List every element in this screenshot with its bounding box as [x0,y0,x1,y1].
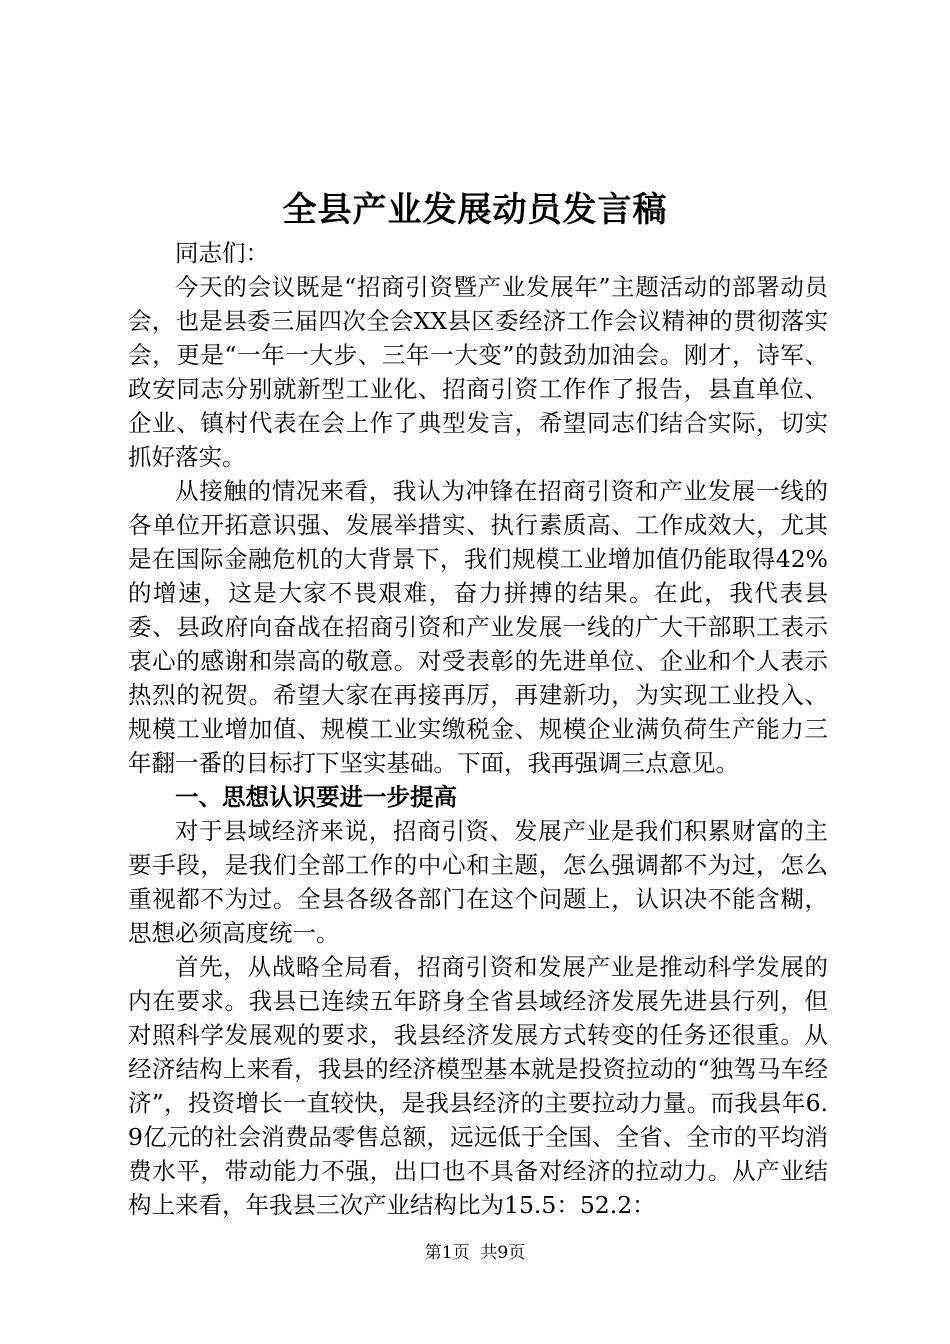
paragraph-situation: 从接触的情况来看，我认为冲锋在招商引资和产业发展一线的各单位开拓意识强、发展举措实、执行素质高、工作成效大，尤其是在国际金融危机的大背景下，我们规模工业增加值仍能取得42%的增速，这是大家不畏艰难，奋力拼搏的结果。在此，我代表县委、县政府向奋战在招商引资和产业发展一线的广大干部职工表示衷心的感谢和崇高的敬意。对受表彰的先进单位、企业和个人表示热烈的祝贺。希望大家在再接再厉，再建新功，为实现工业投入、规模工业增加值、规模工业实缴税金、规模企业满负荷生产能力三年翻一番的目标打下坚实基础。下面，我再强调三点意见。 [128,477,828,777]
section-heading-1: 一、思想认识要进一步提高 [175,783,457,811]
paragraph-section1-first: 首先，从战略全局看，招商引资和发展产业是推动科学发展的内在要求。我县已连续五年跻身全省县域经济发展先进县行列，但对照科学发展观的要求，我县经济发展方式转变的任务还很重。从经济结构上来看，我县的经济模型基本就是投资拉动的“独驾马车经济”，投资增长一直较快，是我县经济的主要拉动力量。而我县年6.9亿元的社会消费品零售总额，远远低于全国、全省、全市的平均消费水平，带动能力不强，出口也不具备对经济的拉动力。从产业结构上来看，年我县三次产业结构比为15.5：52.2： [128,953,828,1219]
document-body [128,236,828,1222]
paragraph-salutation: 同志们： [175,239,269,267]
page-number-current: 第1页 [424,1243,470,1263]
paragraph-opening: 今天的会议既是“招商引资暨产业发展年”主题活动的部署动员会，也是县委三届四次全会XX县区委经济工作会议精神的贯彻落实会，更是“一年一大步、三年一大变”的鼓劲加油会。刚才，诗军、政安同志分别就新型工业化、招商引资工作作了报告，县直单位、企业、镇村代表在会上作了典型发言，希望同志们结合实际，切实抓好落实。 [128,273,828,471]
page-footer [0,1241,950,1265]
page-number-total: 共9页 [480,1243,526,1263]
paragraph-section1-intro: 对于县域经济来说，招商引资、发展产业是我们积累财富的主要手段，是我们全部工作的中心和主题，怎么强调都不为过，怎么重视都不为过。全县各级各部门在这个问题上，认识决不能含糊，思想必须高度统一。 [128,817,828,947]
footer-spacer [470,1243,481,1263]
document-title: 全县产业发展动员发言稿 [282,190,668,230]
